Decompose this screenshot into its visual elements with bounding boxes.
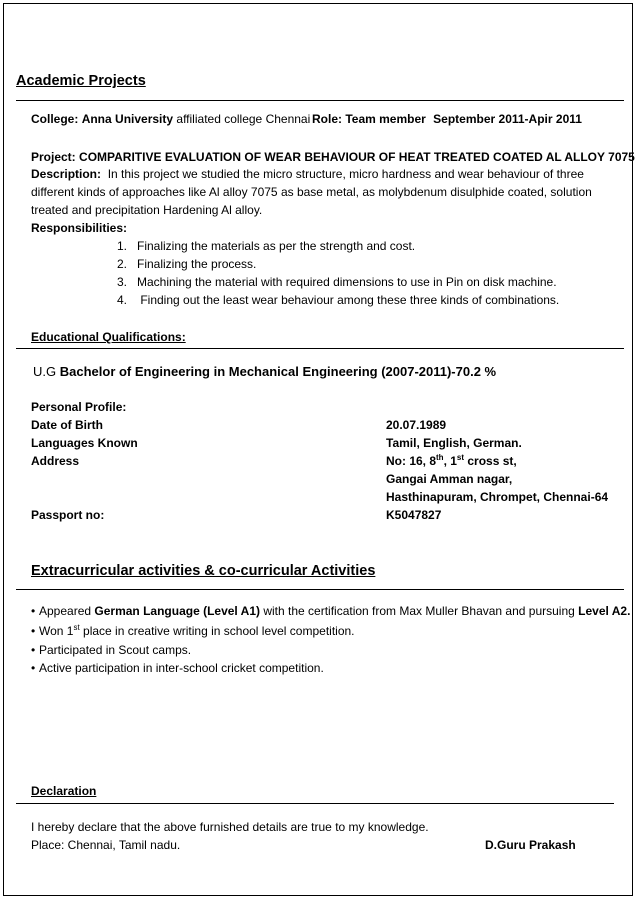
personal-profile-heading: Personal Profile: <box>31 400 127 414</box>
bullet-icon: • <box>31 604 36 618</box>
project-description <box>31 165 601 219</box>
responsibility-number: 1. <box>117 239 128 253</box>
degree-line <box>33 364 496 379</box>
academic-projects-heading: Academic Projects <box>16 73 146 89</box>
address-label: Address <box>31 454 80 468</box>
activity-item: • Active participation in inter-school cricket competition. <box>31 661 324 675</box>
project-title-line <box>31 150 635 164</box>
address-line-2: Gangai Amman nagar, <box>386 472 513 486</box>
declaration-heading: Declaration <box>31 784 97 798</box>
dob-value: 20.07.1989 <box>386 418 447 432</box>
project-label: Project: <box>31 150 76 164</box>
academic-divider <box>16 100 624 101</box>
responsibility-item <box>117 239 415 253</box>
bullet-icon: • <box>31 624 36 638</box>
education-heading: Educational Qualifications: <box>31 330 186 344</box>
degree-title: Bachelor of Engineering in Mechanical Engineering (2007-2011)-70.2 % <box>59 364 497 379</box>
college-line <box>31 112 310 126</box>
address-line-3: Hasthinapuram, Chrompet, Chennai-64 <box>386 490 609 504</box>
responsibilities-label: Responsibilities: <box>31 221 128 235</box>
bullet-icon: • <box>31 661 36 675</box>
languages-value: Tamil, English, German. <box>386 436 522 450</box>
role-label: Role: <box>312 112 342 126</box>
responsibility-item <box>117 293 559 307</box>
activity-item: • Participated in Scout camps. <box>31 643 192 657</box>
description-text: In this project we studied the micro structure, micro hardness and wear behaviour of three different kinds of approaches like Al alloy 7075 as base metal, as molybdenum disulphide coated, solution treated and precipitation Hardening Al alloy. <box>31 167 592 217</box>
role-value: Team member <box>345 112 426 126</box>
bullet-icon: • <box>31 643 36 657</box>
declaration-divider <box>16 803 614 804</box>
project-period: September 2011-Apir 2011 <box>433 112 582 126</box>
declaration-place: Place: Chennai, Tamil nadu. <box>31 838 181 852</box>
extracurricular-heading: Extracurricular activities & co-curricular Activities <box>31 563 376 579</box>
college-name: Anna University <box>81 112 174 126</box>
activity-item: • Appeared German Language (Level A1) with the certification from Max Muller Bhavan and pursuing Level A2. <box>31 604 631 618</box>
responsibility-number: 2. <box>117 257 128 271</box>
passport-label: Passport no: <box>31 508 105 522</box>
college-rest: affiliated college Chennai <box>176 112 311 126</box>
extracurricular-divider <box>16 589 624 590</box>
role-line <box>312 112 582 126</box>
responsibility-text: Machining the material with required dimensions to use in Pin on disk machine. <box>137 275 557 289</box>
education-divider <box>16 348 624 349</box>
responsibility-number: 3. <box>117 275 128 289</box>
description-label: Description: <box>31 167 102 181</box>
dob-label: Date of Birth <box>31 418 103 432</box>
college-label: College: <box>31 112 79 126</box>
responsibility-text: Finalizing the process. <box>137 257 257 271</box>
passport-value: K5047827 <box>386 508 442 522</box>
responsibility-number: 4. <box>117 293 128 307</box>
signature-name: D.Guru Prakash <box>485 838 576 852</box>
degree-prefix: U.G <box>33 364 57 379</box>
responsibility-text: Finalizing the materials as per the strength and cost. <box>137 239 416 253</box>
address-line-1: No: 16, 8th, 1st cross st, <box>386 453 517 468</box>
responsibility-text: Finding out the least wear behaviour among these three kinds of combinations. <box>137 293 560 307</box>
languages-label: Languages Known <box>31 436 138 450</box>
project-title: COMPARITIVE EVALUATION OF WEAR BEHAVIOUR OF HEAT TREATED COATED AL ALLOY 7075 <box>79 150 635 164</box>
activity-item: • Won 1st place in creative writing in school level competition. <box>31 623 355 638</box>
responsibility-item <box>117 257 256 271</box>
responsibility-item <box>117 275 557 289</box>
declaration-text: I hereby declare that the above furnished details are true to my knowledge. <box>31 820 429 834</box>
